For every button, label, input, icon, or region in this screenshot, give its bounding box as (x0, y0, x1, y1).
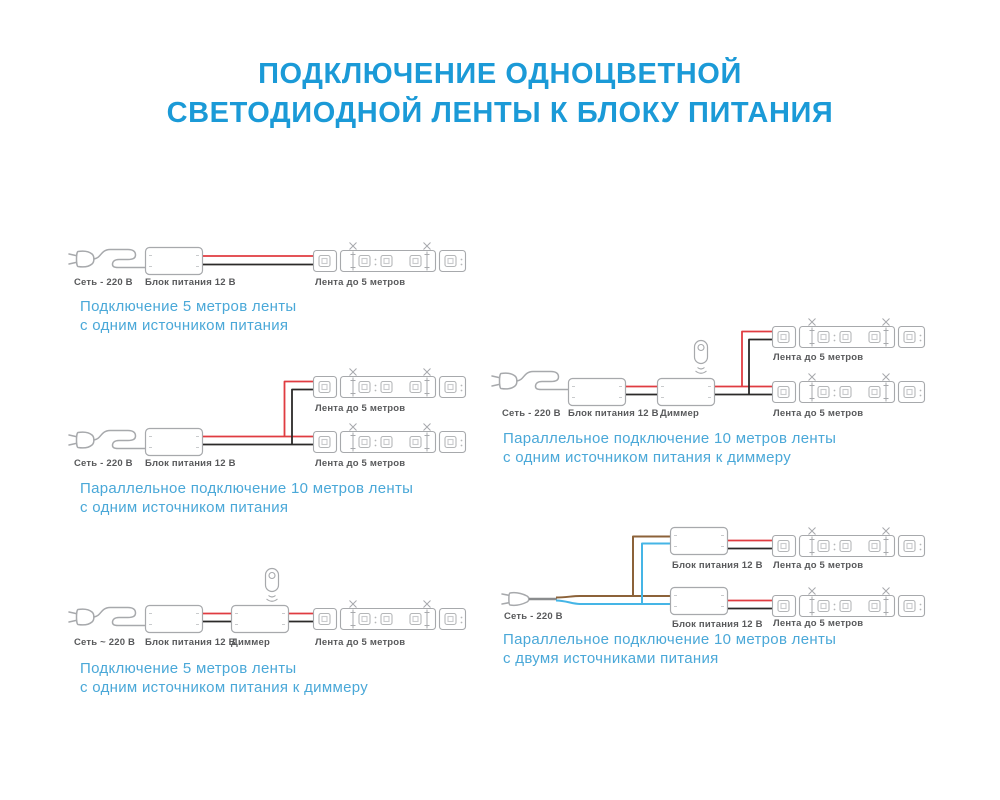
label-psu: Блок питания 12 В (145, 458, 236, 469)
plug-icon (69, 431, 145, 449)
caption-line: с одним источником питания к диммеру (503, 449, 791, 466)
label-mains: Сеть - 220 В (502, 408, 561, 419)
diagram-2-caption (80, 479, 413, 517)
label-strip: Лента до 5 метров (773, 560, 864, 571)
diagram-5 (502, 528, 925, 617)
label-psu: Блок питания 12 В (145, 637, 236, 648)
led-strip (773, 319, 925, 348)
caption-line: Параллельное подключение 10 метров ленты (80, 480, 414, 497)
caption-line: с одним источником питания (80, 499, 289, 516)
dimmer-box (232, 606, 289, 633)
caption-line: Параллельное подключение 10 метров ленты (503, 631, 837, 648)
label-strip: Лента до 5 метров (773, 352, 864, 363)
label-psu: Блок питания 12 В (568, 408, 659, 419)
caption-line: с одним источником питания к диммеру (80, 679, 368, 696)
led-strip (773, 528, 925, 557)
label-mains: Сеть - 220 В (74, 277, 133, 288)
label-psu: Блок питания 12 В (145, 277, 236, 288)
diagram-1 (69, 243, 466, 275)
label-psu: Блок питания 12 В (672, 619, 763, 630)
led-strip (773, 588, 925, 617)
led-strip (773, 374, 925, 403)
wire-brown (556, 537, 670, 598)
caption-line: с двумя источниками питания (503, 650, 719, 667)
label-strip: Лента до 5 метров (315, 637, 406, 648)
psu-box (569, 379, 626, 406)
caption-line: Подключение 5 метров ленты (80, 298, 297, 315)
plug-icon (492, 372, 568, 390)
diagram-1-caption (80, 297, 296, 335)
remote-icon (695, 341, 708, 374)
label-psu: Блок питания 12 В (672, 560, 763, 571)
wire-black (728, 549, 773, 609)
psu-box (146, 606, 203, 633)
label-dimmer: Диммер (660, 408, 699, 419)
led-strip (314, 243, 466, 272)
label-strip: Лента до 5 метров (773, 618, 864, 629)
psu-box (146, 248, 203, 275)
label-dimmer: Диммер (231, 637, 270, 648)
label-strip: Лента до 5 метров (315, 403, 406, 414)
remote-icon (266, 569, 279, 602)
diagram-4-caption (503, 429, 836, 467)
label-mains: Сеть - 220 В (74, 458, 133, 469)
plug-icon (502, 593, 529, 606)
label-strip: Лента до 5 метров (773, 408, 864, 419)
led-strip (314, 369, 466, 398)
wire-blue (556, 544, 670, 605)
label-mains: Сеть ~ 220 В (74, 637, 136, 648)
diagram-2 (69, 369, 466, 456)
page-title-line2: СВЕТОДИОДНОЙ ЛЕНТЫ К БЛОКУ ПИТАНИЯ (166, 97, 834, 129)
diagram-3-caption (80, 659, 368, 697)
label-mains: Сеть - 220 В (504, 611, 563, 622)
caption-line: Параллельное подключение 10 метров ленты (503, 430, 837, 447)
led-strip (314, 424, 466, 453)
label-strip: Лента до 5 метров (315, 458, 406, 469)
caption-line: Подключение 5 метров ленты (80, 660, 297, 677)
plug-icon (69, 608, 145, 626)
psu-box (671, 588, 728, 615)
psu-box (146, 429, 203, 456)
led-strip (314, 601, 466, 630)
diagram-5-caption (503, 630, 836, 668)
psu-box (671, 528, 728, 555)
page-title-line1: ПОДКЛЮЧЕНИЕ ОДНОЦВЕТНОЙ (258, 58, 742, 90)
label-strip: Лента до 5 метров (315, 277, 406, 288)
diagram-3 (69, 569, 466, 633)
plug-icon (69, 250, 145, 268)
dimmer-box (658, 379, 715, 406)
caption-line: с одним источником питания (80, 317, 289, 334)
